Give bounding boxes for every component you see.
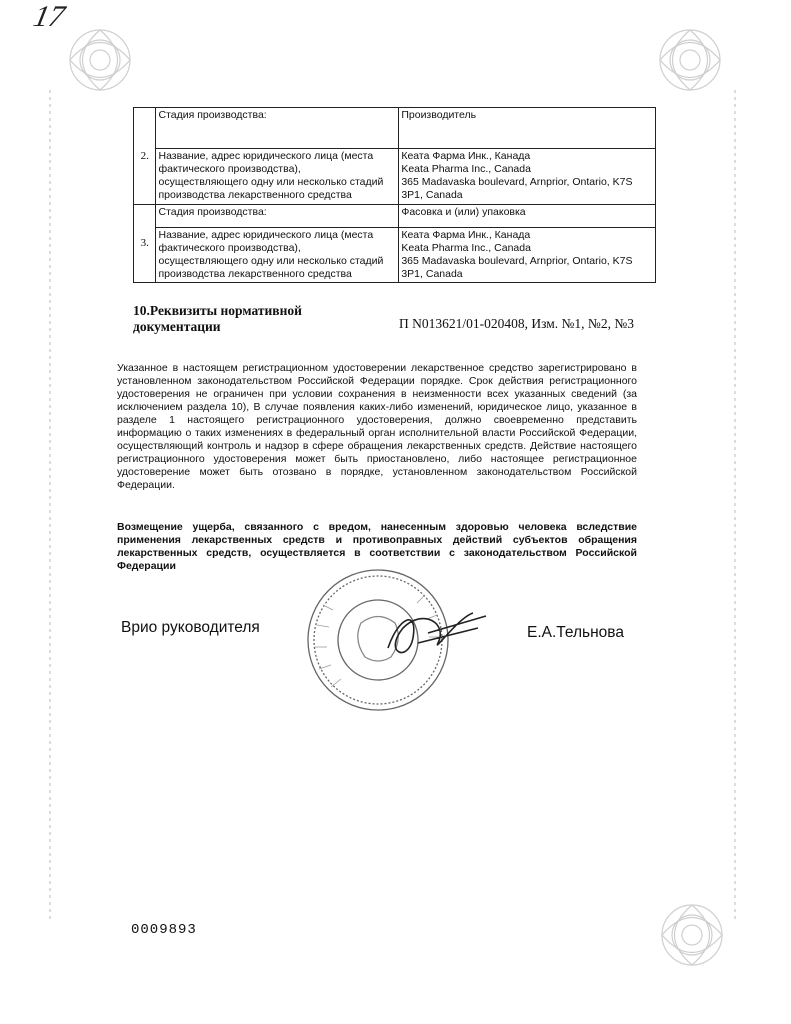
- manufacturer-table: [133, 107, 656, 283]
- entity-name-label: Название, адрес юридического лица (места фактического производства), осуществляющего одну или несколько стадий производства лекарственного средства: [156, 228, 399, 283]
- stage-label: Стадия производства:: [156, 205, 399, 228]
- page-border-left: [40, 90, 60, 920]
- damage-compensation-paragraph: Возмещение ущерба, связанного с вредом, нанесенным здоровью человека вследствие применения лекарственных средств и противоправных действий субъектов обращения лекарственных средств, осуществляется в соответствии с законодательством Российской Федерации: [117, 521, 637, 572]
- signatory-name: Е.А.Тельнова: [527, 624, 624, 641]
- row-number: 2.: [134, 108, 156, 205]
- signatory-title: Врио руководителя: [121, 619, 260, 636]
- form-serial-number: 0009893: [131, 922, 197, 938]
- corner-ornament-top-left: [60, 20, 140, 100]
- stage-value: Фасовка и (или) упаковка: [399, 205, 656, 228]
- handwritten-page-mark: 17: [30, 0, 68, 33]
- corner-ornament-top-right: [650, 20, 730, 100]
- stage-value: Производитель: [399, 108, 656, 149]
- section-10-value: П N013621/01-020408, Изм. №1, №2, №3: [399, 316, 634, 331]
- stage-label: Стадия производства:: [156, 108, 399, 149]
- table-row: [134, 108, 656, 149]
- entity-name-value: Кеата Фарма Инк., Канада Keata Pharma Inc., Canada 365 Madavaska boulevard, Arnprior, Ontario, K7S 3P1, Canada: [399, 228, 656, 283]
- table-row: [134, 149, 656, 205]
- table-row: [134, 228, 656, 283]
- registration-notice-paragraph: Указанное в настоящем регистрационном удостоверении лекарственное средство зарегистрировано в установленном законодательством Российской Федерации порядке. Срок действия регистрационного удостоверения не ограничен при условии сохранения в неизменности всех указанных сведений (за исключением раздела 10), В случае появления каких-либо изменений, юридическое лицо, указанное в разделе 1 настоящего регистрационного удостоверения, должно своевременно представить информацию о таких изменениях в федеральный орган исполнительной власти Российской Федерации, осуществляющий контроль и надзор в сфере обращения лекарственных средств. Действие настоящего регистрационного удостоверения может быть приостановлено, либо настоящее регистрационное удостоверение может быть отозвано в порядке, установленном законодательством Российской Федерации.: [117, 362, 637, 491]
- page-border-right: [725, 90, 745, 920]
- table-row: [134, 205, 656, 228]
- section-10-title: 10.Реквизиты нормативной документации: [133, 303, 302, 334]
- entity-name-value: Кеата Фарма Инк., Канада Keata Pharma Inc., Canada 365 Madavaska boulevard, Arnprior, Ontario, K7S 3P1, Canada: [399, 149, 656, 205]
- row-number: 3.: [134, 205, 156, 283]
- corner-ornament-bottom-right: [652, 895, 732, 975]
- signature-scribble: [378, 598, 493, 668]
- entity-name-label: Название, адрес юридического лица (места фактического производства), осуществляющего одну или несколько стадий производства лекарственного средства: [156, 149, 399, 205]
